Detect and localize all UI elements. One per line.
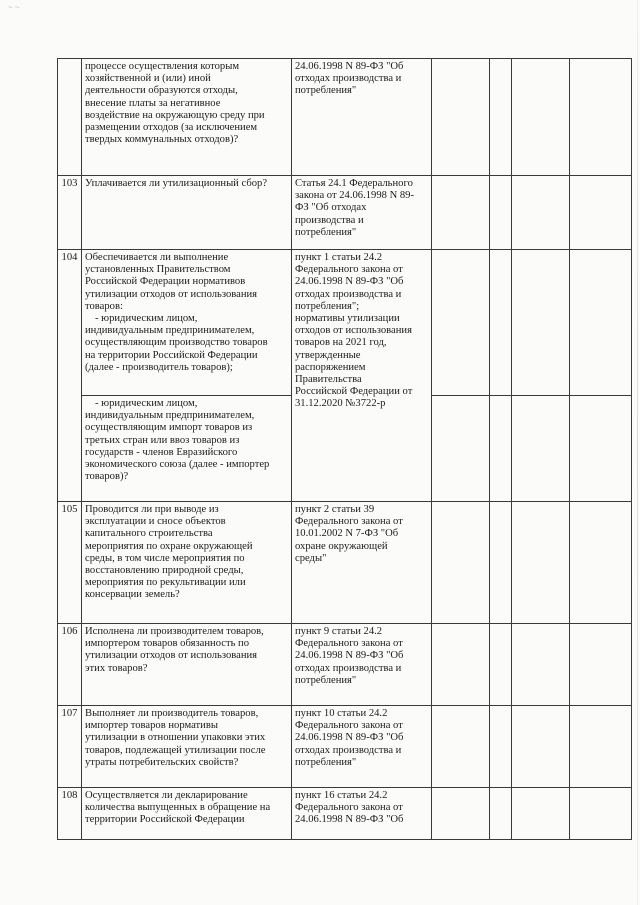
answer-cell <box>432 176 490 250</box>
answer-cell <box>512 624 570 706</box>
question-cell: Осуществляется ли декларирование количества выпущенных в обращение на территории Российской Федерации <box>82 788 292 840</box>
answer-cell <box>570 176 632 250</box>
answer-cell <box>432 250 490 396</box>
table-row <box>58 788 632 840</box>
answer-cell <box>432 706 490 788</box>
row-number <box>58 59 82 176</box>
answer-cell <box>490 396 512 502</box>
question-cell: Проводится ли при выводе из эксплуатации и сносе объектов капитального строительства мероприятия по охране окружающей среды, в том числе мероприятия по восстановлению природной среды, мероприятия по рекультивации или консервации земель? <box>82 502 292 624</box>
basis-cell: 24.06.1998 N 89-ФЗ "Об отходах производства и потребления" <box>292 59 432 176</box>
question-cell: Обеспечивается ли выполнение установленных Правительством Российской Федерации нормативов утилизации отходов от использования товаров: - юридическим лицом, индивидуальным предпринимателем, осуществляющим производство товаров на территории Российской Федерации (далее - производитель товаров); <box>82 250 292 396</box>
basis-cell: пункт 2 статьи 39 Федерального закона от 10.01.2002 N 7-ФЗ "Об охране окружающей среды" <box>292 502 432 624</box>
answer-cell <box>432 788 490 840</box>
basis-cell: пункт 10 статьи 24.2 Федерального закона от 24.06.1998 N 89-ФЗ "Об отходах производства и потребления" <box>292 706 432 788</box>
question-cell: - юридическим лицом, индивидуальным предпринимателем, осуществляющим импорт товаров из третьих стран или ввоз товаров из государств - членов Евразийского экономического союза (далее - импортер товаров)? <box>82 396 292 502</box>
basis-cell: Статья 24.1 Федерального закона от 24.06.1998 N 89- ФЗ "Об отходах производства и потребления" <box>292 176 432 250</box>
table-row <box>58 176 632 250</box>
row-number: 103 <box>58 176 82 250</box>
answer-cell <box>432 59 490 176</box>
answer-cell <box>512 250 570 396</box>
answer-cell <box>490 706 512 788</box>
answer-cell <box>490 502 512 624</box>
scan-edge <box>637 0 638 905</box>
question-cell: процессе осуществления которым хозяйственной и (или) иной деятельности образуются отходы, внесение платы за негативное воздействие на окружающую среду при размещении отходов (за исключением твердых коммунальных отходов)? <box>82 59 292 176</box>
basis-cell: пункт 1 статьи 24.2 Федерального закона от 24.06.1998 N 89-ФЗ "Об отходах производства и потребления"; нормативы утилизации отходов от использования товаров на 2021 год, утвержденные распоряжением Правительства Российской Федерации от 31.12.2020 №3722-р <box>292 250 432 502</box>
question-cell: Выполняет ли производитель товаров, импортер товаров нормативы утилизации в отношении упаковки этих товаров, подлежащей утилизации после утраты потребительских свойств? <box>82 706 292 788</box>
answer-cell <box>512 706 570 788</box>
table-row <box>58 502 632 624</box>
answer-cell <box>512 788 570 840</box>
basis-cell: пункт 16 статьи 24.2 Федерального закона от 24.06.1998 N 89-ФЗ "Об <box>292 788 432 840</box>
scan-mark: ~ ~ <box>8 3 20 12</box>
row-number: 106 <box>58 624 82 706</box>
row-number: 104 <box>58 250 82 502</box>
answer-cell <box>512 176 570 250</box>
table-row <box>58 706 632 788</box>
row-number: 105 <box>58 502 82 624</box>
answer-cell <box>570 624 632 706</box>
question-cell: Исполнена ли производителем товаров, импортером товаров обязанность по утилизации отходов от использования этих товаров? <box>82 624 292 706</box>
checklist-table <box>57 58 632 840</box>
answer-cell <box>490 624 512 706</box>
answer-cell <box>432 502 490 624</box>
answer-cell <box>570 396 632 502</box>
question-cell: Уплачивается ли утилизационный сбор? <box>82 176 292 250</box>
answer-cell <box>512 59 570 176</box>
answer-cell <box>570 788 632 840</box>
answer-cell <box>432 624 490 706</box>
answer-cell <box>490 176 512 250</box>
answer-cell <box>512 396 570 502</box>
answer-cell <box>432 396 490 502</box>
answer-cell <box>570 59 632 176</box>
answer-cell <box>490 250 512 396</box>
table-row <box>58 59 632 176</box>
answer-cell <box>490 59 512 176</box>
row-number: 108 <box>58 788 82 840</box>
answer-cell <box>490 788 512 840</box>
answer-cell <box>570 706 632 788</box>
answer-cell <box>570 502 632 624</box>
table-row <box>58 624 632 706</box>
answer-cell <box>512 502 570 624</box>
basis-cell: пункт 9 статьи 24.2 Федерального закона от 24.06.1998 N 89-ФЗ "Об отходах производства и потребления" <box>292 624 432 706</box>
row-number: 107 <box>58 706 82 788</box>
table-row <box>58 250 632 396</box>
answer-cell <box>570 250 632 396</box>
